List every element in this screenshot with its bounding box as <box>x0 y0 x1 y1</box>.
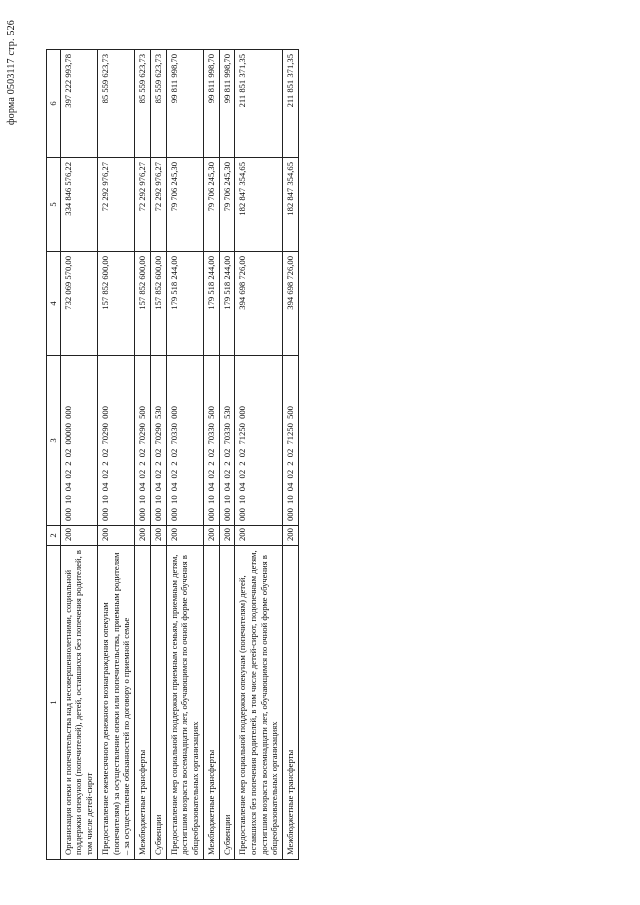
table-row <box>166 50 203 860</box>
row-name: Субвенции <box>150 546 166 860</box>
column-number: 5 <box>47 158 61 252</box>
row-budget-code: 000 10 04 02 2 02 70330 500 <box>203 356 219 526</box>
table-row <box>135 50 151 860</box>
row-unexecuted-amount: 85 559 623,73 <box>135 50 151 158</box>
table-header <box>47 50 61 860</box>
row-line-code: 200 <box>60 526 97 546</box>
table-row <box>283 50 299 860</box>
row-budget-code: 000 10 04 02 2 02 71250 000 <box>235 356 283 526</box>
table-row <box>235 50 283 860</box>
row-executed-amount: 182 847 354,65 <box>235 158 283 252</box>
row-name: Межбюджетные трансферты <box>203 546 219 860</box>
row-approved-amount: 179 518 244,00 <box>219 252 235 356</box>
row-line-code: 200 <box>283 526 299 546</box>
table-row <box>219 50 235 860</box>
row-unexecuted-amount: 99 811 998,70 <box>203 50 219 158</box>
row-budget-code: 000 10 04 02 2 02 00000 000 <box>60 356 97 526</box>
row-line-code: 200 <box>166 526 203 546</box>
row-name: Организация опеки и попечительства над несовершеннолетними, социальной поддержки опекунов (попечителей), детей, оставшихся без попечения родителей, в том числе детей-сирот <box>60 546 97 860</box>
row-budget-code: 000 10 04 02 2 02 70330 530 <box>219 356 235 526</box>
row-executed-amount: 182 847 354,65 <box>283 158 299 252</box>
row-executed-amount: 79 706 245,30 <box>203 158 219 252</box>
row-line-code: 200 <box>235 526 283 546</box>
row-executed-amount: 79 706 245,30 <box>166 158 203 252</box>
row-name: Субвенции <box>219 546 235 860</box>
row-name: Предоставление ежемесячного денежного вознаграждения опекунам (попечителям) за осуществление опеки или попечительства, приемным родителям – за осуществление обязанностей по договору о приемной семье <box>97 546 134 860</box>
row-budget-code: 000 10 04 02 2 02 71250 500 <box>283 356 299 526</box>
row-budget-code: 000 10 04 02 2 02 70290 530 <box>150 356 166 526</box>
row-budget-code: 000 10 04 02 2 02 70330 000 <box>166 356 203 526</box>
row-approved-amount: 157 852 600,00 <box>135 252 151 356</box>
row-executed-amount: 334 846 576,22 <box>60 158 97 252</box>
row-name: Предоставление мер социальной поддержки приемным семьям, приемным детям, достигшим возраста восемнадцати лет, обучающимся по очной форме обучения в общеобразовательных организациях <box>166 546 203 860</box>
table-row <box>97 50 134 860</box>
row-unexecuted-amount: 85 559 623,73 <box>150 50 166 158</box>
row-executed-amount: 72 292 976,27 <box>97 158 134 252</box>
row-line-code: 200 <box>135 526 151 546</box>
row-approved-amount: 732 069 570,00 <box>60 252 97 356</box>
column-number: 4 <box>47 252 61 356</box>
row-executed-amount: 72 292 976,27 <box>150 158 166 252</box>
row-approved-amount: 179 518 244,00 <box>166 252 203 356</box>
row-unexecuted-amount: 99 811 998,70 <box>219 50 235 158</box>
table-row <box>150 50 166 860</box>
row-line-code: 200 <box>97 526 134 546</box>
row-name: Межбюджетные трансферты <box>135 546 151 860</box>
row-unexecuted-amount: 99 811 998,70 <box>166 50 203 158</box>
row-line-code: 200 <box>219 526 235 546</box>
row-approved-amount: 157 852 600,00 <box>150 252 166 356</box>
table-row <box>60 50 97 860</box>
row-name: Межбюджетные трансферты <box>283 546 299 860</box>
column-number: 1 <box>47 546 61 860</box>
row-unexecuted-amount: 85 559 623,73 <box>97 50 134 158</box>
row-executed-amount: 72 292 976,27 <box>135 158 151 252</box>
column-number: 6 <box>47 50 61 158</box>
row-approved-amount: 157 852 600,00 <box>97 252 134 356</box>
row-line-code: 200 <box>203 526 219 546</box>
column-number: 3 <box>47 356 61 526</box>
table-row <box>203 50 219 860</box>
column-number: 2 <box>47 526 61 546</box>
column-number-row <box>47 50 61 860</box>
row-unexecuted-amount: 211 851 371,35 <box>235 50 283 158</box>
row-line-code: 200 <box>150 526 166 546</box>
row-approved-amount: 179 518 244,00 <box>203 252 219 356</box>
row-unexecuted-amount: 211 851 371,35 <box>283 50 299 158</box>
row-executed-amount: 79 706 245,30 <box>219 158 235 252</box>
row-approved-amount: 394 698 726,00 <box>283 252 299 356</box>
row-approved-amount: 394 698 726,00 <box>235 252 283 356</box>
form-label: форма 0503117 стр. 526 <box>6 20 17 125</box>
report-table <box>46 49 299 860</box>
row-name: Предоставление мер социальной поддержки опекунам (попечителям) детей, оставшихся без попечения родителей, в том числе детей-сирот, подопечным детям, достигшим возраста восемнадцати лет, обучающимся по очной форме обучения в общеобразовательных организациях <box>235 546 283 860</box>
row-budget-code: 000 10 04 02 2 02 70290 000 <box>97 356 134 526</box>
row-unexecuted-amount: 397 222 993,78 <box>60 50 97 158</box>
row-budget-code: 000 10 04 02 2 02 70290 500 <box>135 356 151 526</box>
